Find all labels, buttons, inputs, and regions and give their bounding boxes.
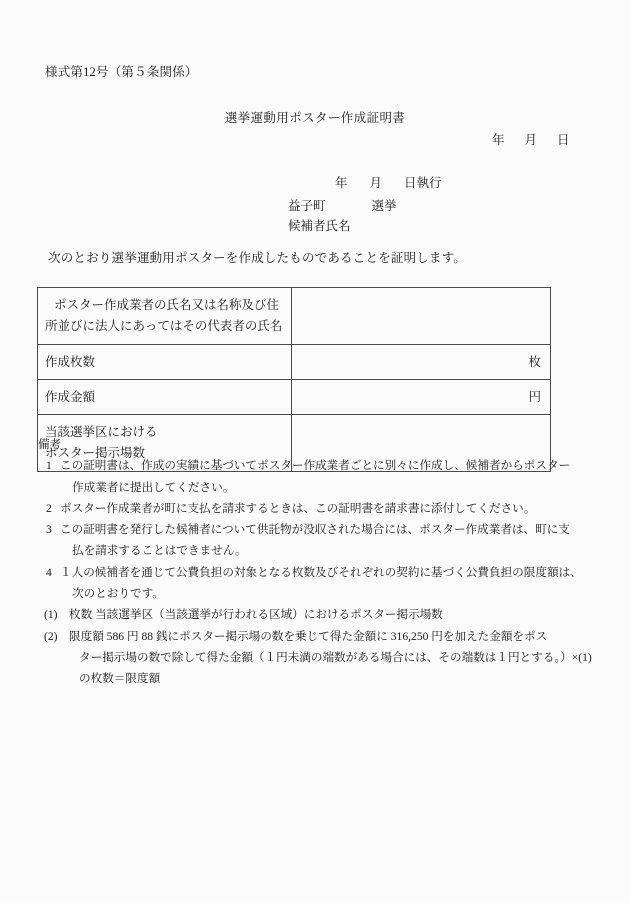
note-marker: 2 xyxy=(46,501,52,515)
note-line: ポスター作成業者が町に支払を請求するときは、この証明書を請求書に添付してください。 xyxy=(60,501,536,515)
municipality-line xyxy=(288,196,397,214)
row-label-sheet-count xyxy=(38,345,292,380)
note-line: ター掲示場の数で除して得た金額（１円未満の端数がある場合には、その端数は１円とする。）×(1) xyxy=(79,650,592,664)
note-body xyxy=(60,455,618,498)
remark-note-4-sub-1 xyxy=(38,604,618,625)
note-body xyxy=(60,498,618,519)
remark-note-2 xyxy=(38,498,618,519)
table-row xyxy=(38,345,551,380)
remark-note-1 xyxy=(38,455,618,498)
note-line: 払を請求することはできません。 xyxy=(72,544,247,558)
note-marker: 4 xyxy=(46,565,52,579)
label-line-2: 所並びに法人にあってはその代表者の氏名 xyxy=(45,319,283,333)
remark-note-3 xyxy=(38,519,618,562)
blank-date-line xyxy=(492,130,570,148)
note-line: １人の候補者を通じて公費負担の対象となる枚数及びそれぞれの契約に基づく公費負担の限度額は、 xyxy=(60,565,582,579)
remark-note-4-sub-2 xyxy=(38,626,618,690)
row-value-amount[interactable]: 円 xyxy=(292,380,551,415)
table-row xyxy=(38,288,551,345)
note-line: の枚数＝限度額 xyxy=(79,672,161,686)
page-title: 選挙運動用ポスター作成証明書 xyxy=(224,111,406,125)
note-marker: (2) xyxy=(44,629,58,643)
note-marker: (1) xyxy=(44,608,58,622)
note-line: 作成業者に提出してください。 xyxy=(72,480,235,494)
note-line: この証明書を発行した候補者について供託物が没収された場合には、ポスター作成業者は、町に支 xyxy=(60,523,570,537)
execution-month: 月 xyxy=(369,176,383,190)
certification-statement: 次のとおり選挙運動用ポスターを作成したものであることを証明します。 xyxy=(48,251,467,265)
municipality-name: 益子町 xyxy=(288,199,326,213)
blank-date-year: 年 xyxy=(492,133,505,147)
note-body xyxy=(69,604,618,625)
form-number: 様式第12号（第５条関係） xyxy=(45,65,198,79)
note-body xyxy=(69,626,618,690)
blank-date-month: 月 xyxy=(524,133,538,147)
note-line: この証明書は、作成の実績に基づいてポスター作成業者ごとに別々に作成し、候補者からポスター xyxy=(60,459,571,473)
note-line: 次のとおりです。 xyxy=(72,587,164,601)
label-line-1: 作成枚数 xyxy=(45,354,96,369)
row-value-sheet-count[interactable]: 枚 xyxy=(292,345,551,380)
execution-year: 年 xyxy=(335,176,348,190)
remarks-heading: 備考 xyxy=(38,438,62,451)
execution-date-line xyxy=(335,173,442,191)
remarks-section xyxy=(38,434,618,690)
row-label-printer-name xyxy=(38,288,292,345)
note-marker: 3 xyxy=(46,523,52,537)
note-line: 限度額 586 円 88 銭にポスター掲示場の数を乗じて得た金額に 316,250 円を加えた金額をポス xyxy=(69,629,548,643)
execution-day: 日執行 xyxy=(404,176,442,190)
remark-note-4 xyxy=(38,562,618,605)
election-word: 選挙 xyxy=(371,199,397,213)
note-line: 枚数 当該選挙区（当該選挙が行われる区域）におけるポスター掲示場数 xyxy=(69,608,443,622)
note-marker: 1 xyxy=(46,459,52,473)
label-line-1: 作成金額 xyxy=(45,389,96,404)
table-row xyxy=(38,380,551,415)
label-line-1: ポスター作成業者の氏名又は名称及び住 xyxy=(54,298,280,312)
note-body xyxy=(60,562,618,605)
label-line-1: 当該選挙区における xyxy=(45,425,158,439)
candidate-name-label: 候補者氏名 xyxy=(288,219,351,233)
note-body xyxy=(60,519,618,562)
row-label-amount xyxy=(38,380,292,415)
row-value-printer-name[interactable] xyxy=(292,288,551,345)
label-line-2: ポスター掲示場数 xyxy=(45,446,146,460)
blank-date-day: 日 xyxy=(557,133,570,147)
